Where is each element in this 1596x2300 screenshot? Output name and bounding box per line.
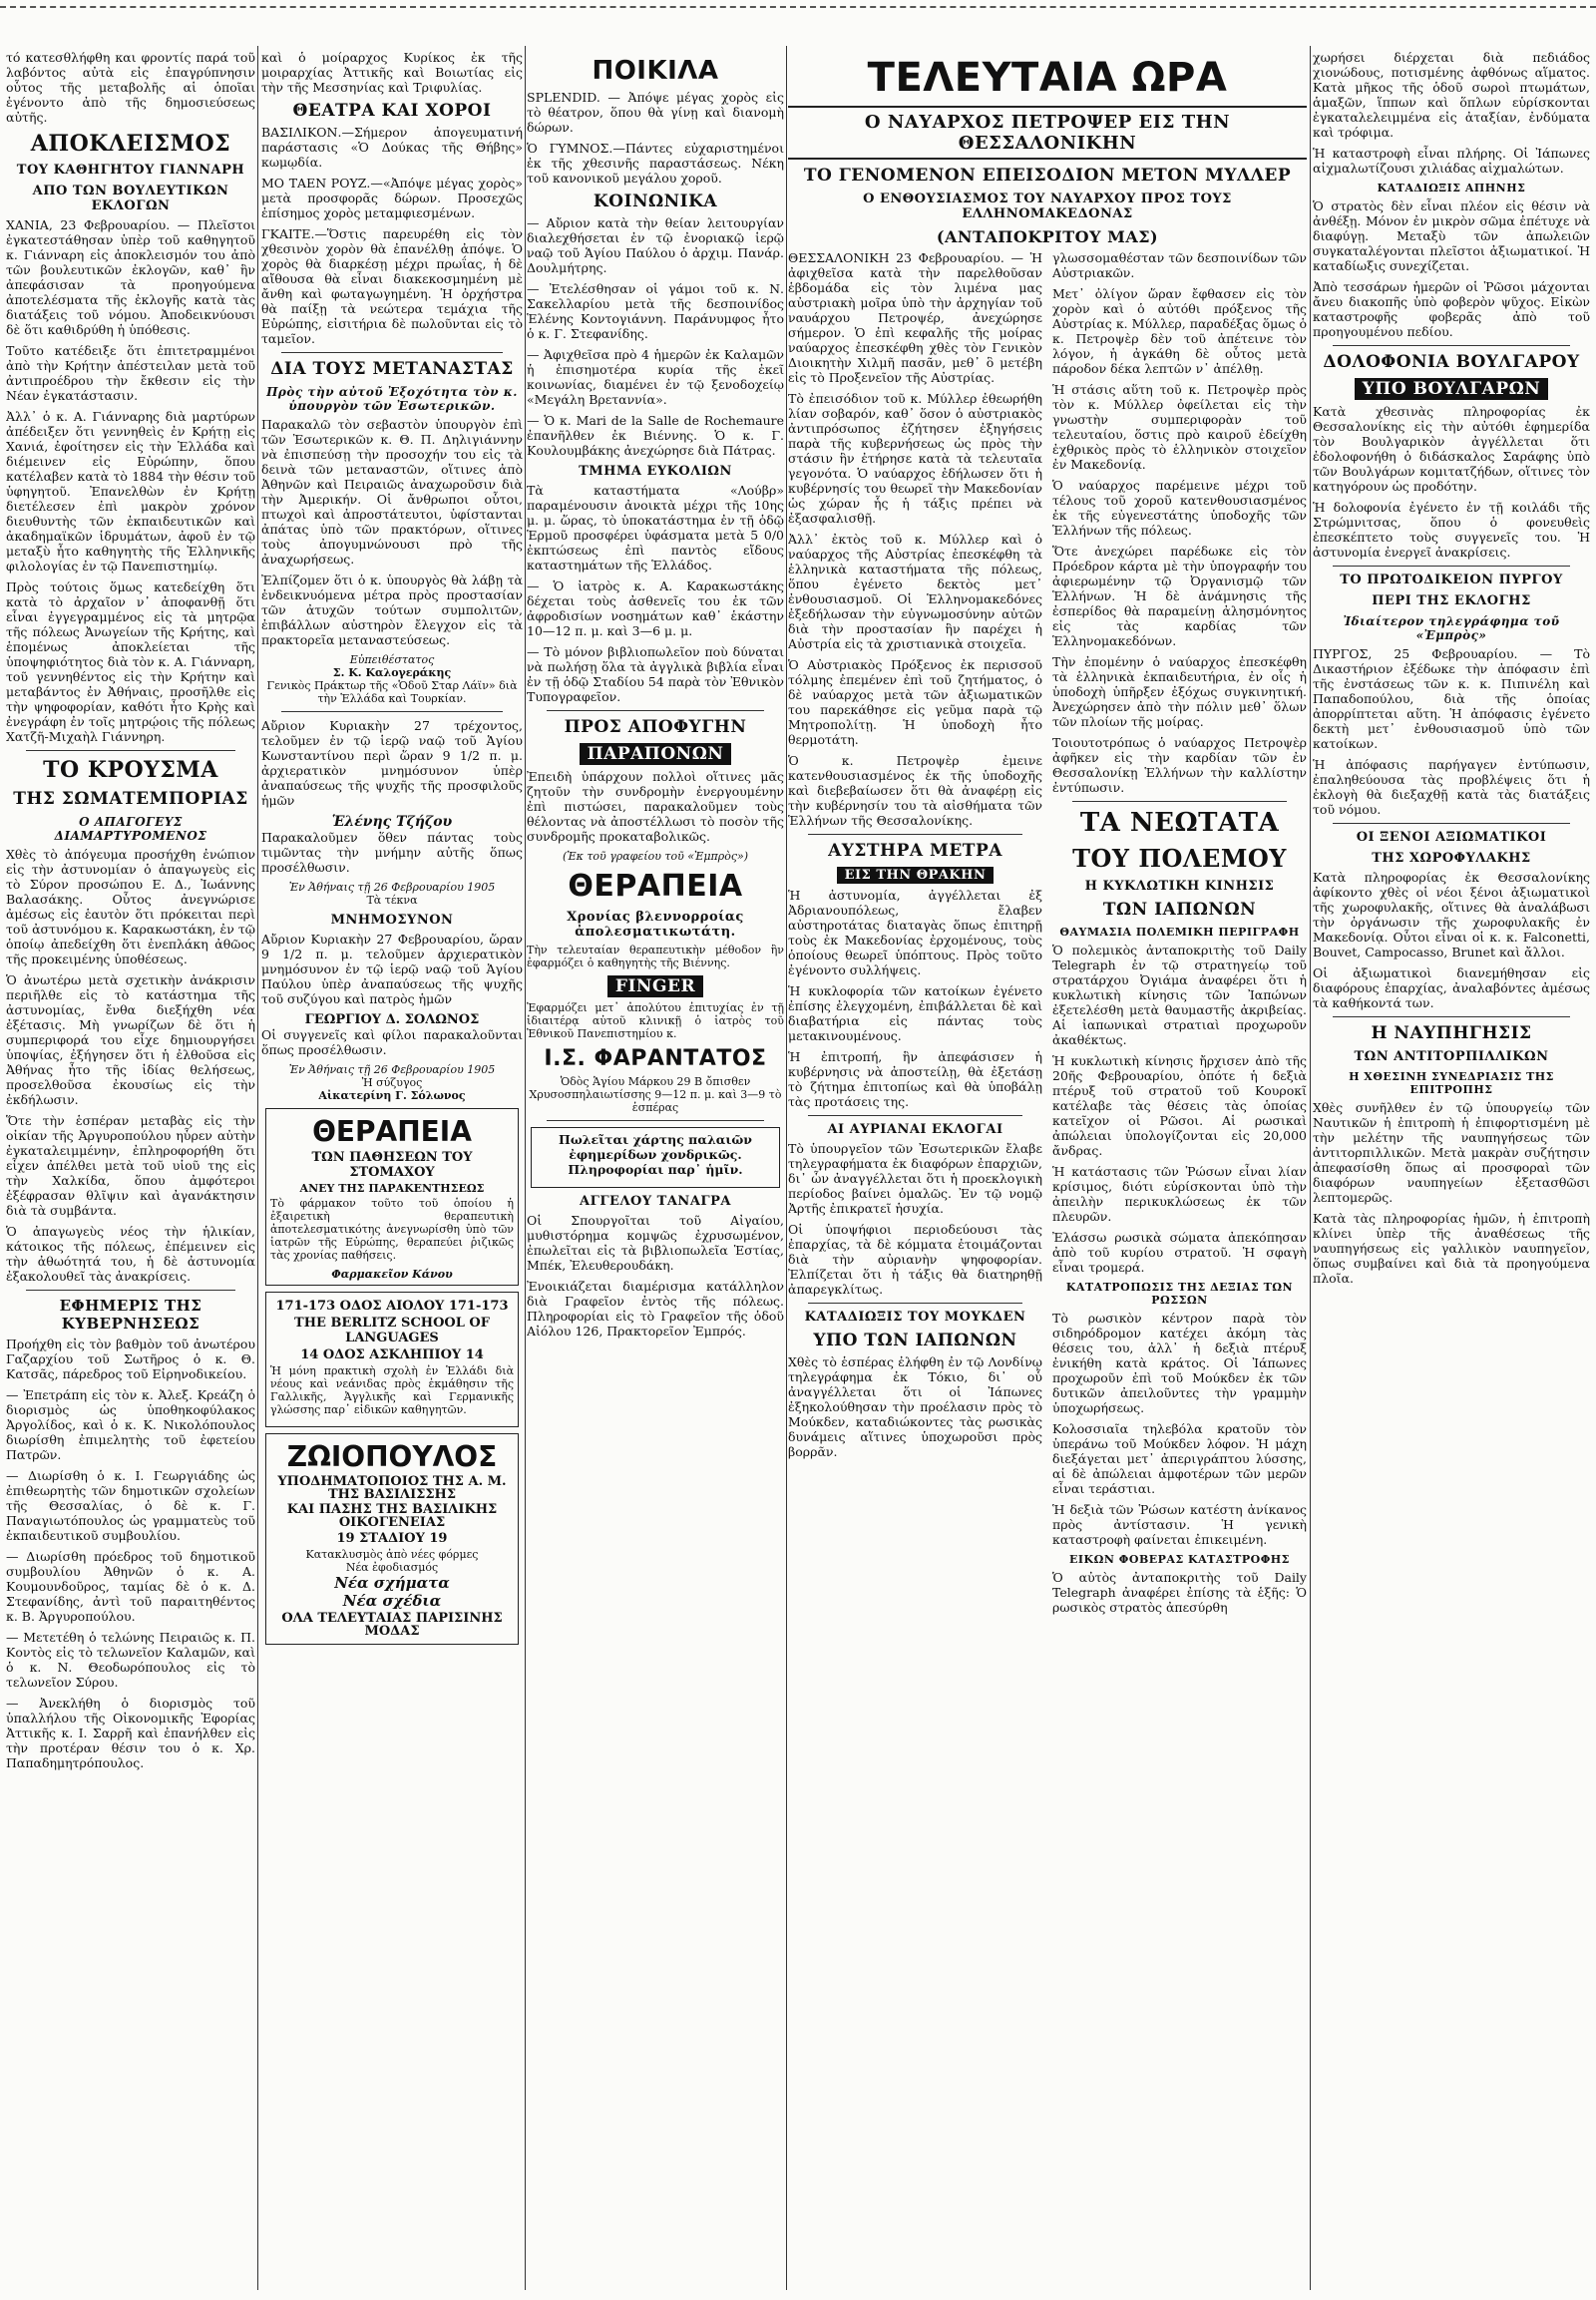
ad-text: Κατακλυσμὸς ἀπὸ νέες φόρμες [305,1548,479,1561]
subheadline: ΤΩΝ ΙΑΠΩΝΩΝ [1102,900,1257,920]
article-text: — Μετετέθη ὁ τελώνης Πειραιῶς κ. Π. Κοντὸς εἰς τὸ τελωνεῖον Καλαμῶν, καὶ ὁ κ. Ν. Θεοδωρόπουλος εἰς τὸ τελωνεῖον Σύρου. [6,1630,255,1690]
headline: ΑΓΓΕΛΟΥ ΤΑΝΑΓΡΑ [580,1194,731,1209]
article-text: Ἐλπίζομεν ὅτι ὁ κ. ὑπουργὸς θὰ λάβῃ τὰ ἐνδεικνυόμενα μέτρα πρὸς προστασίαν τῶν ἀτυχῶν τούτων συμπολιτῶν, ἐπιβάλλων αὐστηρὸν ἔλεγχον εἰς τὰ πρακτορεῖα μεταναστεύσεως. [261,573,523,647]
ad-address: 19 ΣΤΑΔΙΟΥ 19 [336,1531,448,1546]
column-rule [786,46,787,2290]
column-rule [1310,46,1311,2290]
notice-date: Ἐν Ἀθήναις τῇ 26 Φεβρουαρίου 1905 [288,1063,496,1076]
ad-address: Ὁδὸς Ἁγίου Μάρκου 29 Β ὄπισθεν Χρυσοσπηλαιωτίσσης 9—12 π. μ. καὶ 3—9 τὸ ἑσπέρας [529,1075,782,1114]
article-text: Χθὲς συνῆλθεν ἐν τῷ ὑπουργείῳ τῶν Ναυτικῶν ἡ ἐπιτροπὴ ἡ ἐπιφορτισμένη μὲ τὴν μελέτην τῆς ναυπηγήσεως τῶν ἀντιτορπιλλικῶν. Μετὰ μακρὰν συζήτησιν ἀπεφασίσθη ὅπως αἱ προσφοραὶ τῶν διαφόρων ναυπηγείων ἐξετασθῶσι λεπτομερῶς. [1313,1100,1590,1205]
article-text: Ἀλλ᾽ ὁ κ. Α. Γιάνναρης διὰ μαρτύρων ἀπέδειξεν ὅτι γεννηθεὶς ἐν Κρήτῃ εἰς Χανιά, ἐφοίτησεν εἰς τὴν Ἑλλάδα καὶ διέμεινεν εἰς Εὐρώπην, ὅπου κατέλαβεν κατὰ τὸ 1884 τὴν θέσιν τοῦ ὑφηγητοῦ. Ἐπανελθὼν ἐν Κρήτῃ διετέλεσεν ἐπὶ μακρὸν χρόνον διευθυντὴς τῶν ἐκπαιδευτικῶν καὶ ἀκαδημαϊκῶν ἱδρυμάτων, ἀφοῦ ἐν τῷ μεταξὺ ἦτο καθηγητὴς τῆς Ἑλληνικῆς φιλολογίας ἐν τῷ Πανεπιστημίῳ. [6,409,255,574]
source-credit: (Ἐκ τοῦ γραφείου τοῦ «Ἐμπρὸς») [562,850,749,863]
notice-text: Οἱ συγγενεῖς καὶ φίλοι παρακαλοῦνται ὅπως προσέλθωσιν. [261,1027,523,1057]
subheadline: ΑΠΟ ΤΩΝ ΒΟΥΛΕΥΤΙΚΩΝ ΕΚΛΟΓΩΝ [32,184,229,213]
ad-subtitle: THE BERLITZ SCHOOL OF LANGUAGES [294,1316,490,1345]
headline: ΟΙ ΞΕΝΟΙ ΑΞΙΩΜΑΤΙΚΟΙ [1356,830,1547,845]
divider [808,1115,1022,1116]
article-text: — Ἐπετράπη εἰς τὸν κ. Ἀλεξ. Κρεάζη ὁ διορισμὸς ὡς ὑποθηκοφύλακος Ἀργολίδος, καὶ ὁ κ. Κ. Νικολόπουλος διωρίσθη ἐπιμελητὴς τοῦ ἐφετείου Πατρῶν. [6,1387,255,1462]
article-text: Πρὸς τούτοις ὅμως κατεδείχθη ὅτι κατὰ τὸ ἀρχαῖον ν᾽ ἀποφανθῇ ὅτι εἶναι ἐγγεγραμμένος εἰς τὰ μητρῷα τῆς πόλεως Ἀνωγείων τῆς Κρήτης, καὶ ἑπομένως ἀποκλείεται τῆς ὑποψηφιότητος διὰ τὸν κ. Α. Γιάνναρη, τοῦ γεννηθέντος εἰς τὴν Κρήτην καὶ μεταβάντος ἐν Ἀθήναις, προσῆλθε εἰς τὴν ψηφοφορίαν, καθότι ἦτο Κρὴς καὶ ἐνεγράφη ἐν τοῖς μητρῴοις τῆς πόλεως Χατζῆ-Μιχαὴλ Γιάννηρη. [6,579,255,744]
article-text: Χθὲς τὸ ἀπόγευμα προσήχθη ἐνώπιον εἰς τὴν ἀστυνομίαν ὁ ἀπαγωγεὺς εἰς τὸ Σύρον προσώπου Ε. Δ., Ἰωάννης Βαλασάκης. Οὗτος ἀνεγνώρισε ἀμέσως εἰς ἑαυτὸν ὅτι πρόκειται περὶ τοῦ ἀστυνόμου κ. Καρακωστάκη, ἐν τῷ ὁποίῳ ἀπεδείχθη ὅτι ἐνεπλάκη ἀθῶος τῆς προκειμένης ὑποθέσεως. [6,847,255,966]
divider [26,750,235,751]
article-text: — Διωρίσθη πρόεδρος τοῦ δημοτικοῦ συμβουλίου Ἀθηνῶν ὁ κ. Α. Κουμουνδοῦρος, ταμίας δὲ ὁ κ. Δ. Στεφανίδης, ἀντὶ τοῦ παραιτηθέντος κ. Β. Ἀργυροπούλου. [6,1549,255,1624]
headline: ΑΙ ΑΥΡΙΑΝΑΙ ΕΚΛΟΓΑΙ [827,1122,1003,1137]
article-text: Μετ᾽ ὀλίγον ὥραν ἔφθασεν εἰς τὸν χορὸν καὶ ὁ αὐτόθι πρόξενος τῆς Αὐστρίας κ. Μύλλερ, παραδέξας ὅμως ὁ κ. Πετροψὲρ δὲν τοῦ ἀπέτεινε τὸν λόγον, ἡ ἀγκάθη δὲ οὗτος μετὰ πάροδον δέκα λεπτῶν ν᾽ ἀπέλθῃ. [1052,286,1307,376]
notice-family: Τὰ τέκνα [366,894,418,907]
advertisement [265,1292,519,1427]
article-text: Τὰ καταστήματα «Λούβρ» παραμένουσιν ἀνοικτὰ μέχρι τῆς 10ης μ. μ. ὥρας, τὸ ὑποκατάστημα ἐν τῇ ὁδῷ Ἑρμοῦ προσφέρει ὑφάσματα μετὰ 5 0/0 ἐκπτώσεως ἐπὶ παντὸς εἴδους καταστημάτων τῆς Ἑλλάδος. [527,483,784,573]
main-subheadline: Ο ΕΝΘΟΥΣΙΑΣΜΟΣ ΤΟΥ ΝΑΥΑΡΧΟΥ ΠΡΟΣ ΤΟΥΣ ΕΛΛΗΝΟΜΑΚΕΔΟΝΑΣ [863,192,1232,221]
article-text: Κατὰ χθεσινὰς πληροφορίας ἐκ Θεσσαλονίκης εἰς τὴν αὐτόθι ἐφημερίδα τὸν Βουλγαρικὸν ἀγγέλλεται ὅτι ἐδολοφονήθη ὁ διδάσκαλος Σαράφης ὑπὸ τῶν Βουλγάρων κομιτατζήδων, οἵτινες τὸν κατηγόρουν ὡς προδότην. [1313,404,1590,494]
inverted-headline: ΠΑΡΑΠΟΝΩΝ [580,743,732,765]
ad-title: ΖΩΙΟΠΟΥΛΟΣ [286,1440,498,1473]
main-headline: ΤΕΛΕΥΤΑΙΑ ΩΡΑ [867,55,1228,101]
headline: ΤΩΝ ΑΝΤΙΤΟΡΠΙΛΛΙΚΩΝ [1354,1049,1549,1064]
article-text: Τοῦτο κατέδειξε ὅτι ἐπιτετραμμένοι ἀπὸ τὴν Κρήτην ἀπέστειλαν μετὰ τοῦ ἀντιπροέδρου τὴν ἔκθεσιν εἰς τὴν Νέαν ἐγκατάστασιν. [6,343,255,403]
notice-name: ΓΕΩΡΓΙΟΥ Δ. ΣΟΛΩΝΟΣ [304,1012,480,1027]
article-text: Ἀλλ᾽ ἐκτὸς τοῦ κ. Μύλλερ καὶ ὁ ναύαρχος τῆς Αὐστρίας ἐπεσκέφθη τὰ ἑλληνικὰ καταστήματα τῆς πόλεως, ὅπου ἐγένετο δεκτὸς μετ᾽ ἐνθουσιασμοῦ. Οἱ Ἑλληνομακεδόνες ἐξεδήλωσαν τὴν εὐγνωμοσύνην αὐτῶν διὰ τὴν προστασίαν ἣν παρέχει ἡ Αὐστρία εἰς τὰ χριστιανικὰ στοιχεῖα. [788,532,1042,651]
article-text: — Ἀνεκλήθη ὁ διορισμὸς τοῦ ὑπαλλήλου τῆς Οἰκονομικῆς Ἐφορίας Ἀττικῆς κ. Ι. Σαρρῆ καὶ ἐπανήλθεν εἰς τὴν προτέραν θέσιν του ὁ κ. Χρ. Παπαδημητρόπουλος. [6,1696,255,1770]
advertisement [531,1127,780,1188]
headline: ΔΙΑ ΤΟΥΣ ΜΕΤΑΝΑΣΤΑΣ [270,359,514,379]
article-text: Τὸ ρωσικὸν κέντρον παρὰ τὸν σιδηρόδρομον κατέχει ἀκόμη τὰς θέσεις του, ἀλλ᾽ ἡ δεξιὰ πτέρυξ ἐνικήθη κατὰ κράτος. Οἱ Ἰάπωνες προχωροῦν ἐπὶ τοῦ Μούκδεν ἐκ τῶν δυτικῶν ἀπειλοῦντες τὴν γραμμὴν ὑποχωρήσεως. [1052,1311,1307,1415]
article-text: τό κατεσθλήφθη και φροντίς παρά τοῦ λαβόντος αὐτὰ εἰς ἐπαγρύπνησιν οὗτος τῆς μεταβολῆς αἱ ὁποῖαι ἐγένοντο ἀπὸ τῆς δημοσιεύσεως αὐτῆς. [6,50,255,125]
divider [1333,566,1570,567]
subheadline: Η ΧΘΕΣΙΝΗ ΣΥΝΕΔΡΙΑΣΙΣ ΤΗΣ ΕΠΙΤΡΟΠΗΣ [1349,1070,1554,1096]
divider [1333,823,1570,824]
headline: ΔΟΛΟΦΟΝΙΑ ΒΟΥΛΓΑΡΟΥ [1323,352,1580,372]
signature-line: Εὐπειθέστατος [349,653,435,666]
column-rule [525,46,526,2290]
ad-name: Ι.Σ. ΦΑΡΑΝΤΑΤΟΣ [544,1046,767,1071]
ad-text: Νέα ἐφοδιασμός [345,1561,439,1574]
headline [527,743,784,765]
ad-subtitle: ΤΩΝ ΠΑΘΗΣΕΩΝ ΤΟΥ ΣΤΟΜΑΧΟΥ [311,1150,473,1180]
article-text: Ἡ κυκλοφορία τῶν κατοίκων ἐγένετο ἐπίσης ἐλεγχομένη, ἐπιβάλλεται δὲ καὶ διαβατήρια εἰς πάντας τοὺς μετακινουμένους. [788,983,1042,1043]
column-2 [261,50,523,2284]
subheadline: ΤΟΥ ΚΑΘΗΓΗΤΟΥ ΓΙΑΝΝΑΡΗ [16,163,245,178]
article-text: Κατὰ πληροφορίας ἐκ Θεσσαλονίκης ἀφίκοντο χθὲς οἱ νέοι ξένοι ἀξιωματικοὶ τῆς χωροφυλακῆς, οἵτινες θὰ ἀναλάβωσι τὴν ὀργάνωσιν τῆς χωροφυλακῆς ἐν Μακεδονίᾳ. Οὗτοι εἶναι οἱ κ. κ. Falconetti, Bouvet, Campocasso, Brunet καὶ ἄλλοι. [1313,870,1590,959]
subheadline: ΚΑΤΑΔΙΩΞΙΣ ΑΠΗΝΗΣ [1377,182,1526,194]
ad-text: Νέα σχέδια [342,1592,442,1610]
ad-text: Τὴν τελευταίαν θεραπευτικὴν μέθοδον ἣν ἐφαρμόζει ὁ καθηγητὴς τῆς Βιέννης. [527,944,784,969]
article-text: Ἡ ἐπιτροπή, ἣν ἀπεφάσισεν ἡ κυβέρνησις νὰ ἀποστείλῃ, θὰ ἐξετάσῃ τὸ ζήτημα ἐπιτοπίως καὶ θὰ ὑποβάλῃ τὰς προτάσεις της. [788,1049,1042,1109]
article-text: Ἡ δεξιὰ τῶν Ῥώσων κατέστη ἀνίκανος πρὸς ἀντίστασιν. Ἡ γενικὴ καταστροφὴ φαίνεται ἐπικειμένη. [1052,1502,1307,1547]
article-text: Χθὲς τὸ ἑσπέρας ἐλήφθη ἐν τῷ Λονδίνῳ τηλεγράφημα ἐκ Τόκιο, δι᾽ οὗ ἀναγγέλλεται ὅτι οἱ Ἰάπωνες ἐξηκολούθησαν τὴν προέλασιν πρὸς τὸ Μούκδεν, καταδιώκοντες τὰς ρωσικὰς δυνάμεις αἵτινες ὑποχωροῦσι πρὸς βορρᾶν. [788,1354,1042,1459]
article-text: Ὁ ΓΥΜΝΟΣ.—Πάντες εὐχαριστημένοι ἐκ τῆς χθεσινῆς παραστάσεως. Νέκη τοῦ κανονικοῦ μεγάλου χοροῦ. [527,141,784,186]
ad-subtitle: ΚΑΙ ΠΑΣΗΣ ΤΗΣ ΒΑΣΙΛΙΚΗΣ ΟΙΚΟΓΕΝΕΙΑΣ [286,1502,498,1530]
article-text: ΧΑΝΙΑ, 23 Φεβρουαρίου. — Πλεῖστοι ἐγκατεστάθησαν ὑπὲρ τοῦ καθηγητοῦ κ. Γιάνναρη εἰς ἀποκλεισμόν του ἀπὸ τῶν βουλευτικῶν ἐκλογῶν, καθ᾽ ἣν ἀπεφάσισαν τὰ προηγούμενα ἀποτελέσματα τῆς ἐκλογῆς κατὰ τὰς διατάξεις τοῦ νόμου. Ἀποδεικνύουσι δὲ ὅτι καθιδρύθη ἡ ὑπόθεσις. [6,217,255,337]
headline: ΕΦΗΜΕΡΙΣ ΤΗΣ ΚΥΒΕΡΝΗΣΕΩΣ [59,1297,202,1333]
headline: ΘΕΑΤΡΑ ΚΑΙ ΧΟΡΟΙ [292,101,492,121]
article-text: Ὁ ἀπαγωγεὺς νέος τὴν ἡλικίαν, κάτοικος τῆς πόλεως, ἐπέμεινεν εἰς τὴν ἀθωότητά του, ἡ δὲ ἀστυνομία ἐξακολουθεῖ τὰς ἀνακρίσεις. [6,1224,255,1284]
article-text: Ὁ κ. Πετροψὲρ ἐμεινε κατενθουσιασμένος ἐκ τῆς ὑποδοχῆς καὶ διεβεβαίωσεν ὅτι θὰ ἀναφέρῃ εἰς τὴν κυβέρνησίν του τὰ αἰσθήματα τῶν Ἑλλήνων τῆς Θεσσαλονίκης. [788,753,1042,828]
article-text: Οἱ Σπουργοῖται τοῦ Αἰγαίου, μυθιστόρημα κομψῶς ἐχρυσωμένον, ἐπωλεῖται εἰς τὰ βιβλιοπωλεῖα Ἑστίας, Μπέκ, Ἐλευθερουδάκη. [527,1213,784,1273]
subheadline: Ἰδιαίτερον τηλεγράφημα τοῦ «Ἐμπρὸς» [1343,614,1560,642]
article-text: Τὴν ἐπομένην ὁ ναύαρχος ἐπεσκέφθη τὰ ἑλληνικὰ ἐκπαιδευτήρια, ἐν οἷς ἡ ὑποδοχὴ ὑπῆρξεν ἐξόχως συγκινητική. Ἀνεχώρησεν ἀπὸ τὴν πόλιν μεθ᾽ ὅλων τῶν πλοίων τῆς μοίρας. [1052,654,1307,729]
article-text: — Ἐτελέσθησαν οἱ γάμοι τοῦ κ. Ν. Σακελλαρίου μετὰ τῆς δεσποινίδος Ἑλένης Κοντογιάννη. Παράνυμφος ἦτο ὁ κ. Γ. Στεφανίδης. [527,281,784,341]
ad-title: 171-173 ΟΔΟΣ ΑΙΟΛΟΥ 171-173 [275,1299,509,1314]
column-5 [1313,50,1590,2284]
notice-date: Ἐν Ἀθήναις τῇ 26 Φεβρουαρίου 1905 [288,881,496,894]
headline: ΥΠΟ ΤΩΝ ΙΑΠΩΝΩΝ [813,1331,1017,1350]
headline: ΤΜΗΜΑ ΕΥΚΟΛΙΩΝ [579,464,732,479]
article-text: ΓΚΑΙΤΕ.—Ὅστις παρευρέθη εἰς τὸν χθεσινὸν χορὸν θὰ ἐπανέλθῃ ἀπόψε. Ὁ χορὸς θὰ διαρκέσῃ μέχρι πρωΐας, ἡ δὲ αἴθουσα θὰ εἶναι διακεκοσμημένη μὲ ἄνθη καὶ φωταγωγημένη. Ἡ ὀρχήστρα θὰ παίξῃ τὰ νεώτερα τεμάχια τῆς Εὐρώπης, εἰσιτήρια δὲ πωλοῦνται εἰς τὸ ταμεῖον. [261,226,523,346]
article-text: Κατὰ τὰς πληροφορίας ἡμῶν, ἡ ἐπιτροπὴ κλίνει ὑπὲρ τῆς ἀναθέσεως τῆς ναυπηγήσεως εἰς γαλλικὸν ναυπηγεῖον, ὅπως συμβαίνει καὶ διὰ τὰ προηγούμενα πλοῖα. [1313,1211,1590,1286]
article-text: Ἐλάσσω ρωσικὰ σώματα ἀπεκόπησαν ἀπὸ τοῦ κυρίου στρατοῦ. Ἡ σφαγὴ εἶναι τρομερά. [1052,1230,1307,1275]
article-text: Ὅτε τὴν ἑσπέραν μεταβὰς εἰς τὴν οἰκίαν τῆς Ἀργυροπούλου ηὗρεν αὐτὴν ἐγκαταλειμμένην, ἐπληροφορήθη ὅτι εἶχεν ἀπέλθει μετὰ τοῦ υἱοῦ της εἰς τὴν Χαλκίδα, ὅπου ἀμφότεροι ἐξέφρασαν θλῖψιν καὶ ἀγανάκτησιν διὰ τὰ συμβάντα. [6,1113,255,1218]
ad-subtitle: 14 ΟΔΟΣ ΑΣΚΛΗΠΙΟΥ 14 [300,1347,484,1362]
article-text: — Ὁ κ. Mari de la Salle de Rochemaure ἐπανῆλθεν ἐκ Βιέννης. Ὁ κ. Γ. Κουλουμβάκης ἀνεχώρησε διὰ Πάτρας. [527,413,784,458]
article-text: Οἱ ὑποψήφιοι περιοδεύουσι τὰς ἐπαρχίας, τὰ δὲ κόμματα ἐτοιμάζονται διὰ τὴν αὐριανὴν ψηφοφορίαν. Ἐλπίζεται ὅτι ἡ τάξις θὰ διατηρηθῇ ἀπαρεγκλίτως. [788,1222,1042,1297]
divider [547,710,764,711]
article-text: Ὁ ἀνωτέρω μετὰ σχετικὴν ἀνάκρισιν περιῆλθε εἰς τὸ κατάστημα τῆς ἀστυνομίας, ἔνθα διεξήχθη νέα ἐξέτασις. Μὴ γνωρίζων δὲ ὅτι ἡ συμπεριφορά του εἶχε δημιουργήσει ὑποψίας, ἐξήγησεν ὅτι ἡ ἐλθοῦσα εἰς Ἀθήνας ἦτο τῆς ἰδίας θελήσεως, προσελθοῦσα ἐκουσίως εἰς τὴν ἐκδήλωσιν. [6,972,255,1107]
article-text: Ἡ ἀστυνομία, ἀγγέλλεται ἐξ Ἀδριανουπόλεως, ἔλαβεν αὐστηροτάτας διαταγὰς ὅπως ἐπιτηρῇ τοὺς ἐκ Μακεδονίας ἐρχομένους, τοὺς ὁποίους θεωρεῖ ὑπόπτους. Πρὸς τοῦτο ἐγένοντο συλλήψεις. [788,888,1042,977]
correspondent-label: (ΑΝΤΑΠΟΚΡΙΤΟΥ ΜΑΣ) [936,227,1159,246]
top-dashed-rule [0,6,1596,8]
headline [788,867,1042,884]
article-text: ΠΥΡΓΟΣ, 25 Φεβρουαρίου. — Τὸ Δικαστήριον ἐξέδωκε τὴν ἀπόφασιν ἐπὶ τῆς ἐνστάσεως τῶν κ. κ. Πιπινέλη καὶ Παπαδοπούλου, διὰ τῆς ὁποίας ἀπορρίπτεται αὕτη. Ἡ ἀπόφασις ἐγένετο δεκτὴ μετ᾽ ἐνθουσιασμοῦ ὑπὸ τῶν κατοίκων. [1313,646,1590,751]
column-4 [788,50,1307,2284]
ad-subtitle: Χρονίας βλεννορροίας ἀπολεσματικωτάτη. [567,910,744,940]
divider [808,1303,1022,1304]
ad-signature: Φαρμακεῖον Κάνου [331,1268,453,1281]
ad-text: Ἡ μόνη πρακτικὴ σχολὴ ἐν Ἑλλάδι διὰ νέους καὶ νεάνιδας πρὸς ἐκμάθησιν τῆς Γαλλικῆς, Ἀγγλικῆς καὶ Γερμανικῆς γλώσσης παρ᾽ εἰδικῶν καθηγητῶν. [270,1364,514,1416]
headline: ΤΟ ΚΡΟΥΣΜΑ [43,757,218,783]
article-text: Τοιουτοτρόπως ὁ ναύαρχος Πετροψὲρ ἀφῆκεν εἰς τὴν καρδίαν τῶν ἐν Θεσσαλονίκῃ Ἑλλήνων τὴν καλλίστην ἐντύπωσιν. [1052,735,1307,795]
article-text: Παρακαλῶ τὸν σεβαστὸν ὑπουργὸν ἐπὶ τῶν Ἐσωτερικῶν κ. Θ. Π. Δηλιγιάννην νὰ ἐπισπεύσῃ τὴν προσοχήν του εἰς τὰ δεινὰ τῶν μεταναστῶν, οἵτινες ἀπὸ Ἀθηνῶν καὶ Πειραιῶς ἀναχωροῦσιν διὰ τὴν Ἀμερικήν. Οἱ ἄνθρωποι οὗτοι, πτωχοὶ καὶ ἀπροστάτευτοι, ὑφίστανται ἀπάτας ὑπὸ τῶν πρακτόρων, οἵτινες τοὺς ἀπογυμνώνουσι πρὸ τῆς ἀναχωρήσεως. [261,417,523,567]
article-text: Ὁ πολεμικὸς ἀνταποκριτὴς τοῦ Daily Telegraph ἐν τῷ στρατηγείῳ τοῦ στρατάρχου Ὀγιάμα ἀναφέρει ὅτι ἡ κυκλωτικὴ κίνησις τῶν Ἰαπώνων ἐξετελέσθη μετὰ θαυμαστῆς ἀκριβείας. Αἱ ἰαπωνικαὶ στρατιαὶ προχωροῦν ἀκαθέκτως. [1052,943,1307,1047]
headline: ΤΑ ΝΕΩΤΑΤΑ [1079,808,1280,838]
headline: ΤΗΣ ΣΩΜΑΤΕΜΠΟΡΙΑΣ [13,789,248,809]
divider [547,1120,764,1121]
headline: Η ΝΑΥΠΗΓΗΣΙΣ [1371,1023,1532,1043]
notice-family: Αἰκατερίνη Γ. Σόλωνος [318,1089,466,1102]
subheadline: ΘΑΥΜΑΣΙΑ ΠΟΛΕΜΙΚΗ ΠΕΡΙΓΡΑΦΗ [1059,926,1300,939]
article-text: Ἐπειδὴ ὑπάρχουν πολλοὶ οἵτινες μᾶς ζητοῦν τὴν συνδρομὴν ἐνεργουμένην ἐπὶ πιστώσει, παρακαλοῦμεν τοὺς θέλοντας νὰ ἀποστέλλωσι τὸ ποσὸν τῆς συνδρομῆς προκαταβολικῶς. [527,769,784,844]
ad-subtitle: ΑΝΕΥ ΤΗΣ ΠΑΡΑΚΕΝΤΗΣΕΩΣ [299,1182,485,1195]
article-text: Ὁ Αὐστριακὸς Πρόξενος ἐκ περισσοῦ τόλμης ἐπεμένεν ἐπὶ τοῦ ζητήματος, ὁ δὲ ναύαρχος μετὰ τῶν ἀξιωματικῶν του παρεκάθησε εἰς γεῦμα παρὰ τῷ Μητροπολίτῃ. Ἡ ὑποδοχὴ ἦτο θερμοτάτη. [788,657,1042,747]
article-text: Τὸ ἐπεισόδιον τοῦ κ. Μύλλερ ἐθεωρήθη λίαν σοβαρόν, καθ᾽ ὅσον ὁ αὐστριακὸς ἀντιπρόσωπος ἐζήτησεν ἐξηγήσεις παρὰ τῆς κυβερνήσεως ὡς πρὸς τὴν στάσιν ἣν ἐτήρησε κατὰ τὰ τελευταῖα γεγονότα. Ὁ ναύαρχος ἐδήλωσεν ὅτι ἡ κυβέρνησίς του θεωρεῖ τὴν Μακεδονίαν ὡς χώραν ἧς ἡ τάξις πρέπει νὰ ἐξασφαλισθῇ. [788,391,1042,526]
subheadline: Η ΚΥΚΛΩΤΙΚΗ ΚΙΝΗΣΙΣ [1084,879,1275,894]
advertisement [265,1108,519,1286]
headline: ΑΥΣΤΗΡΑ ΜΕΤΡΑ [828,841,1002,861]
inverted-headline: FINGER [607,975,703,997]
ad-title [527,975,784,997]
ad-title: ΘΕΡΑΠΕΙΑ [312,1115,472,1148]
column-3 [527,50,784,2284]
ad-text: Πωλεῖται χάρτης παλαιῶν ἐφημερίδων χονδρικῶς. Πληροφορίαι παρ᾽ ἡμῖν. [559,1132,752,1177]
headline: ΤΟ ΠΡΩΤΟΔΙΚΕΙΟΝ ΠΥΡΓΟΥ [1340,573,1563,587]
signature-name: Σ. Κ. Καλογεράκης [332,666,452,679]
inverted-headline: ΥΠΟ ΒΟΥΛΓΑΡΩΝ [1355,378,1549,400]
article-text: Ἡ κυκλωτικὴ κίνησις ἤρχισεν ἀπὸ τῆς 20ῆς Φεβρουαρίου, ὁπότε ἡ δεξιὰ πτέρυξ τοῦ στρατοῦ τοῦ Κουροκῖ κατέλαβε τὰς θέσεις τὰς ὁποίας κατεῖχον οἱ Ρῶσοι. Αἱ ρωσικαὶ ἀπώλειαι ὑπολογίζονται εἰς 20,000 ἄνδρας. [1052,1053,1307,1158]
ad-subtitle: ΥΠΟΔΗΜΑΤΟΠΟΙΟΣ ΤΗΣ Α. Μ. ΤΗΣ ΒΑΣΙΛΙΣΣΗΣ [277,1474,507,1502]
main-subheadline: Ο ΝΑΥΑΡΧΟΣ ΠΕΤΡΟΨΕΡ ΕΙΣ ΤΗΝ ΘΕΣΣΑΛΟΝΙΚΗΝ [788,106,1307,160]
article-text: Ἡ κατάστασις τῶν Ῥώσων εἶναι λίαν κρίσιμος, διότι εὑρίσκονται ὑπὸ τὴν ἀπειλὴν περικυκλώσεως ἐκ τῶν πλευρῶν. [1052,1164,1307,1224]
column-1 [6,50,255,2284]
divider [26,1290,235,1291]
headline: ΤΗΣ ΧΩΡΟΦΥΛΑΚΗΣ [1372,851,1531,866]
article-text: — Ἀφιχθεῖσα πρὸ 4 ἡμερῶν ἐκ Καλαμῶν ἡ ἐπισημοτέρα κυρία τῆς ἐκεῖ κοινωνίας, διαμένει ἐν τῷ ξενοδοχείῳ «Μεγάλη Βρεταννία». [527,347,784,407]
divider [808,834,1022,835]
divider [281,352,503,353]
headline: ΜΝΗΜΟΣΥΝΟΝ [330,913,454,928]
article-text: Ἡ δολοφονία ἐγένετο ἐν τῇ κοιλάδι τῆς Στρώμνιτσας, ὅπου ὁ φονευθεὶς ἐπεσκέπτετο τοὺς συγγενεῖς του. Ἡ ἀστυνομία ἐνεργεῖ ἀνακρίσεις. [1313,500,1590,560]
subcolumn-left [788,250,1042,1621]
article-text: Τὸ ὑπουργεῖον τῶν Ἐσωτερικῶν ἔλαβε τηλεγραφήματα ἐκ διαφόρων ἐπαρχιῶν, δι᾽ ὧν ἀναγγέλλεται ὅτι ἡ προεκλογικὴ περίοδος βαίνει ὁμαλῶς. Ἐν τῷ νομῷ Ἀρτῆς ἐπικρατεῖ ἡσυχία. [788,1141,1042,1216]
ad-text: Ἐφαρμόζει μετ᾽ ἀπολύτου ἐπιτυχίας ἐν τῇ ἰδιαιτέρᾳ αὐτοῦ κλινικῇ ὁ ἰατρὸς τοῦ Ἐθνικοῦ Πανεπιστημίου κ. [527,1001,784,1040]
article-text: SPLENDID. — Ἀπόψε μέγας χορὸς εἰς τὸ θέατρον, ὅπου θὰ γίνῃ καὶ διανομὴ δώρων. [527,90,784,135]
article-text: — Αὔριον κατὰ τὴν θείαν λειτουργίαν διαλεχθήσεται ἐν τῷ ἐνοριακῷ ἱερῷ ναῷ τοῦ Ἁγίου Παύλου ὁ ἀρχιμ. Πανάρ. Δουλμήτρης. [527,215,784,275]
article-text: Ἐνοικιάζεται διαμέρισμα κατάλληλον διὰ Γραφεῖον ἐντὸς τῆς πόλεως. Πληροφορίαι εἰς τὸ Γραφεῖον τῆς ὁδοῦ Αἰόλου 126, Πρακτορεῖον Ἐμπρός. [527,1279,784,1339]
article-text: Ἀπὸ τεσσάρων ἡμερῶν οἱ Ῥῶσοι μάχονται ἄνευ διακοπῆς ὑπὸ φοβερὸν ψῦχος. Εἰκὼν καταστροφῆς φοβερᾶς ἀπὸ τοῦ προηγουμένου πεδίου. [1313,279,1590,339]
article-text: Οἱ ἀξιωματικοὶ διανεμήθησαν εἰς διαφόρους ἐπαρχίας, ἀναλαβόντες ἀμέσως τὰ καθήκοντά των. [1313,965,1590,1010]
notice-text: Αὔριον Κυριακὴν 27 Φεβρουαρίου, ὥραν 9 1/2 π. μ. τελοῦμεν ἀρχιερατικὸν μνημόσυνον ἐν τῷ ἱερῷ ναῷ τοῦ Ἁγίου Παύλου ὑπὲρ ἀναπαύσεως τῆς ψυχῆς τοῦ συζύγου καὶ πατρὸς ἡμῶν [261,932,523,1006]
notice-text: Αὔριον Κυριακὴν 27 τρέχοντος, τελοῦμεν ἐν τῷ ἱερῷ ναῷ τοῦ Ἁγίου Κωνσταντίνου περὶ ὥραν 9 1/2 π. μ. ἀρχιερατικὸν μνημόσυνον ὑπὲρ ἀναπαύσεως τῆς ψυχῆς τῆς προσφιλοῦς ἡμῶν [261,718,523,808]
article-text: Προήχθη εἰς τὸν βαθμὸν τοῦ ἀνωτέρου Γαζαρχίου τοῦ Σωτῆρος ὁ κ. Θ. Κατσᾶς, πάρεδρος τοῦ Εἰρηνοδικείου. [6,1337,255,1381]
notice-family: Ἡ σύζυγος [361,1076,423,1089]
article-text: ΜΟ ΤΑΕΝ ΡΟΥΖ.—«Ἀπόψε μέγας χορὸς» μετὰ προσφορᾶς δώρων. Προσεχῶς ἐπίσημος χορὸς μεταμφιεσμένων. [261,176,523,220]
signature-title: Γενικὸς Πράκτωρ τῆς «Ὁδοῦ Σταρ Λάϊν» διὰ τὴν Ἑλλάδα καὶ Τουρκίαν. [266,679,518,705]
subheadline: ΚΑΤΑΤΡΟΠΩΣΙΣ ΤΗΣ ΔΕΞΙΑΣ ΤΩΝ ΡΩΣΣΩΝ [1065,1281,1294,1307]
inverted-headline: ΕΙΣ ΤΗΝ ΘΡΑΚΗΝ [837,867,995,884]
article-text: Ὁ αὐτὸς ἀνταποκριτὴς τοῦ Daily Telegraph ἀναφέρει ἐπίσης τὰ ἑξῆς: Ὁ ρωσικὸς στρατὸς ἀπεσύρθη [1052,1570,1307,1615]
subcolumn-right [1052,250,1307,1621]
headline: ΠΡΟΣ ΑΠΟΦΥΓΗΝ [564,717,747,737]
subheadline: ΕΙΚΩΝ ΦΟΒΕΡΑΣ ΚΑΤΑΣΤΡΟΦΗΣ [1069,1553,1290,1566]
headline: ΤΟΥ ΠΟΛΕΜΟΥ [1072,844,1287,873]
article-text: Ἡ καταστροφὴ εἶναι πλήρης. Οἱ Ἰάπωνες αἰχμαλωτίζουσι χιλιάδας αἰχμαλώτων. [1313,146,1590,176]
advertisement [265,1433,519,1645]
headline: ΚΑΤΑΔΙΩΞΙΣ ΤΟΥ ΜΟΥΚΔΕΝ [804,1310,1026,1325]
article-text: — Διωρίσθη ὁ κ. Ι. Γεωργιάδης ὡς ἐπιθεωρητὴς τῶν δημοτικῶν σχολείων τῆς Θεσσαλίας, ὁ δὲ κ. Γ. Παναγιωτόπουλος ὡς γραμματεὺς τοῦ ἐκπαιδευτικοῦ συμβουλίου. [6,1468,255,1543]
subheadline: Πρὸς τὴν αὐτοῦ Ἐξοχότητα τὸν κ. ὑπουργὸν τῶν Ἐσωτερικῶν. [266,385,518,413]
headline [1313,378,1590,400]
article-text: Κολοσσιαῖα τηλεβόλα κρατοῦν τὸν ὑπεράνω τοῦ Μούκδεν λόφον. Ἡ μάχη διεξάγεται μετ᾽ ἀπεριγράπτου λύσσης, αἱ δὲ ἀπώλειαι ἀμφοτέρων τῶν μερῶν εἶναι τεράστιαι. [1052,1421,1307,1496]
column-rule [257,46,258,2290]
divider [281,711,503,712]
divider [1333,345,1570,346]
ad-text: Νέα σχήματα [334,1574,450,1592]
article-text: Ὁ στρατὸς δὲν εἶναι πλέον εἰς θέσιν νὰ ἀνθέξῃ. Μόνον ἐν μικρὸν σῶμα ἐπέτυχε νὰ διαφύγῃ. Μεταξὺ τῶν ἀπωλειῶν συγκαταλέγονται πλεῖστοι ἀξιωματικοί. Ἡ καταδίωξις συνεχίζεται. [1313,198,1590,273]
notice-name: Ἑλένης Τζήζου [331,814,453,830]
ad-title: ΘΕΡΑΠΕΙΑ [568,869,743,904]
ad-text: Τὸ φάρμακον τοῦτο τοῦ ὁποίου ἡ ἐξαιρετικὴ θεραπευτικὴ ἀποτελεσματικότης ἀνεγνωρίσθη ὑπὸ τῶν ἰατρῶν τῆς Εὐρώπης, θεραπεύει ῥιζικῶς τὰς χρονίας παθήσεις. [270,1197,514,1262]
divider [1333,1016,1570,1017]
ad-text: ΟΛΑ ΤΕΛΕΥΤΑΙΑΣ ΠΑΡΙΣΙΝΗΣ ΜΟΔΑΣ [281,1611,503,1639]
divider [1072,801,1287,802]
article-text: καὶ ὁ μοίραρχος Κυρίκος ἐκ τῆς μοιραρχίας Ἀττικῆς καὶ Βοιωτίας εἰς τὴν τῆς Μεσσηνίας καὶ Τριφυλίας. [261,50,523,95]
article-text: — Τὸ μόνον βιβλιοπωλεῖον ποὺ δύναται νὰ πωλήσῃ ὅλα τὰ ἀγγλικὰ βιβλία εἶναι ἐν τῇ ὁδῷ Σταδίου 54 παρὰ τὸν Ἐθνικὸν Τυπογραφεῖον. [527,644,784,704]
headline: ΠΟΙΚΙΛΑ [592,56,719,86]
article-text: ΒΑΣΙΛΙΚΟΝ.—Σήμερον ἀπογευματινή παράστασις «Ὁ Δούκας τῆς Θήβης» κωμῳδία. [261,125,523,170]
article-text: — Ὁ ἰατρὸς κ. Α. Καρακωστάκης δέχεται τοὺς ἀσθενεῖς του ἐκ τῶν ἀφροδισίων νοσημάτων καθ᾽ ἑκάστην 10—12 π. μ. καὶ 3—6 μ. μ. [527,578,784,638]
article-text: γλωσσομαθέσταν τῶν δεσποινίδων τῶν Αὐστριακῶν. [1052,250,1307,280]
headline: ΑΠΟΚΛΕΙΣΜΟΣ [30,131,231,157]
article-text: Ἡ στάσις αὕτη τοῦ κ. Πετροψὲρ πρὸς τὸν κ. Μύλλερ ὀφείλεται εἰς τὴν γνωστὴν συμπεριφορὰν τοῦ τελευταίου, ὅστις πρὸ καιροῦ ἐδείχθη ἐχθρικὸς πρὸς τὸ ἑλληνικὸν στοιχεῖον ἐν Μακεδονίᾳ. [1052,382,1307,472]
article-text: ΘΕΣΣΑΛΟΝΙΚΗ 23 Φεβρουαρίου. — Ἡ ἀφιχθεῖσα κατὰ τὴν παρελθοῦσαν ἑβδομάδα εἰς τὸν λιμένα μας αὐστριακὴ μοῖρα ὑπὸ τὴν ἀρχηγίαν τοῦ ναυάρχου Πετροψέρ, ἀνεχώρησε σήμερον. Ὁ ἐπὶ κεφαλῆς τῆς μοίρας ναύαρχος ἐπεσκέφθη χθὲς τὸν Γενικὸν Διοικητὴν Χιλμῆ πασᾶν, μεθ᾽ ὃ μετέβη εἰς τὸ Προξενεῖον τῆς Αὐστρίας. [788,250,1042,385]
article-text: χωρήσει διέρχεται διὰ πεδιάδος χιονώδους, ποτισμένης ἀφθόνως αἵματος. Κατὰ μῆκος τῆς ὁδοῦ σωροὶ πτωμάτων, ἁμαξῶν, ἵππων καὶ ὅπλων εὑρίσκονται ἐγκαταλελειμμένα εἰς ἀταξίαν, ἐνδύματα καὶ τρόφιμα. [1313,50,1590,140]
article-text: Ὅτε ἀνεχώρει παρέδωκε εἰς τὸν Πρόεδρον κάρτα μὲ τὴν ὑπογραφήν του ἀφιερωμένην τῷ Ὀργανισμῷ τῶν Ἑλλήνων. Ἡ δὲ ἀνάμνησις τῆς ἐσπερίδος θὰ παραμείνῃ ἀλησμόνητος εἰς τὰς καρδίας τῶν Ἑλληνομακεδόνων. [1052,544,1307,648]
subheadline: Ο ΑΠΑΓΟΓΕΥΣ ΔΙΑΜΑΡΤΥΡΟΜΕΝΟΣ [54,815,207,843]
article-text: Ἡ ἀπόφασις παρήγαγεν ἐντύπωσιν, ἐπαληθεύουσα τὰς προβλέψεις ὅτι ἡ ἐκλογὴ θὰ διεξαχθῇ κατὰ τὰς διατάξεις τοῦ νόμου. [1313,757,1590,817]
headline: ΠΕΡΙ ΤΗΣ ΕΚΛΟΓΗΣ [1372,593,1531,608]
headline: ΚΟΙΝΩΝΙΚΑ [593,192,718,211]
article-text: Ὁ ναύαρχος παρέμεινε μέχρι τοῦ τέλους τοῦ χοροῦ κατενθουσιασμένος ἐκ τῆς εὐγενεστάτης ὑποδοχῆς τῶν Ἑλλήνων τῆς πόλεως. [1052,478,1307,538]
notice-text: Παρακαλοῦμεν ὅθεν πάντας τοὺς τιμῶντας τὴν μνήμην αὐτῆς ὅπως προσέλθωσιν. [261,830,523,875]
main-subheadline: ΤΟ ΓΕΝΟΜΕΝΟΝ ΕΠΕΙΣΟΔΙΟΝ ΜΕΤΟΝ ΜΥΛΛΕΡ [803,166,1292,186]
